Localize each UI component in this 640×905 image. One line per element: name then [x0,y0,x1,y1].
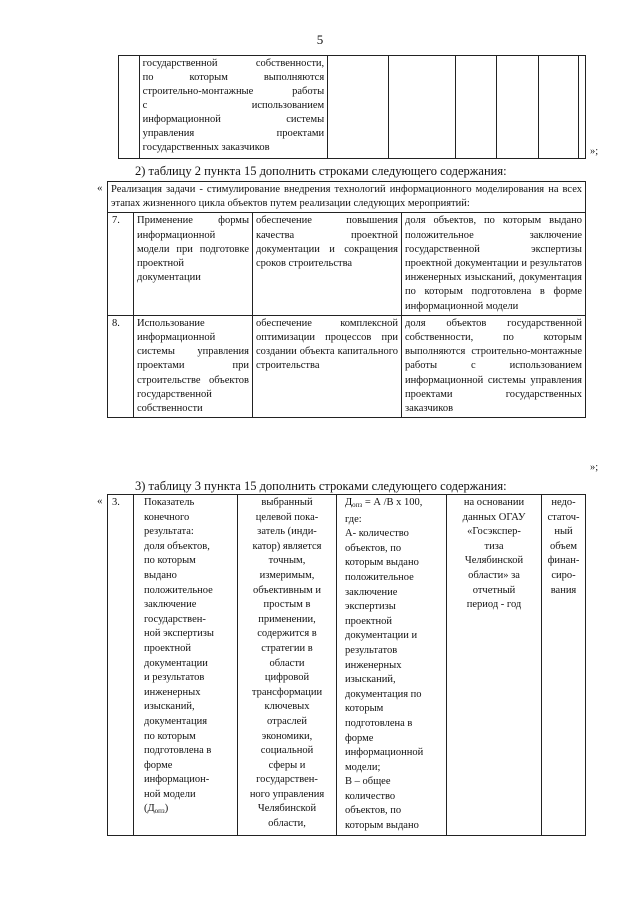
text-line: объективным и [252,584,322,596]
formula-explanation-lines [345,513,443,834]
text-line: документации [144,657,208,669]
text-line: форме [144,759,173,771]
text-line: ный [554,526,573,538]
text-line: Челябинской [464,555,524,567]
text-line: выдано [144,569,177,581]
risk-cell [542,495,586,836]
formula: $Д_{опз} = А$ /В х 100, [345,497,423,509]
text-line: Челябинской [257,803,317,815]
indicator-cell: доля объектов, по которым выдано положительное заключение государственной экспертизы проектной документации и результатов инженерных изысканий, документация по которым подготовлена в форме информационной модели [402,213,586,315]
table-3 [107,494,586,836]
text-line: Показатель [144,497,195,508]
object-description-lines [143,57,325,155]
text-line: которым выдано [345,820,419,832]
measure-cell: Использование информационной системы управления проектами при строительстве объектов государственной собственности [134,315,253,417]
text-line: «Госэкспер- [467,526,521,538]
text-line: которым [345,703,384,715]
text-line: по которым [144,555,196,567]
text-line: государствен- [144,613,206,625]
text-line: сферы и [268,759,306,771]
text-line: измеримым, [259,569,315,581]
text-line: информационной системы [142,114,325,125]
source-lines [450,496,538,613]
text-line: заключение [144,599,197,611]
text-line: инженерных [144,686,201,698]
text-line: документация по [345,688,422,700]
row-number: 8. [108,315,134,417]
text-line: статоч- [547,511,580,523]
text-line: которым выдано [345,557,419,569]
text-line: отчетный [472,584,516,596]
justification-cell [238,495,337,836]
text-line: форме [345,732,374,744]
text-line: проектной [345,615,392,627]
indicator-name-lines [144,496,234,802]
text-line: вания [550,584,577,596]
text-line: экономики, [261,730,313,742]
risk-lines [545,496,582,598]
text-line: изысканий, [144,701,195,713]
text-line: модели; [345,761,381,773]
text-line: применении, [258,613,316,625]
text-line: социальной [260,745,314,757]
text-line: точным, [268,555,306,567]
open-quote-3: « [97,495,103,507]
text-line: документации и [345,630,418,642]
text-line: положительное [144,584,213,596]
empty-cell [456,56,496,159]
text-line: конечного [144,511,190,523]
text-line: области [269,657,305,669]
goal-cell: обеспечение повышения качества проектной документации и сокращения сроков строительства [253,213,402,315]
text-line: результатов [345,644,398,656]
measure-cell: Применение формы информационной модели при подготовке проектной документации [134,213,253,315]
text-line: целевой пока- [255,511,319,523]
text-line: А- количество [345,528,409,540]
text-line: экспертизы [345,601,396,613]
close-quote-1: »; [590,146,599,157]
close-quote-2: »; [590,462,599,473]
text-line: изысканий, [345,674,396,686]
text-line: результата: [144,526,194,538]
text-line: ной модели [144,788,196,800]
text-line: государствен- [256,774,318,786]
open-quote-2: « [97,182,103,194]
text-line: финан- [547,555,580,567]
text-line: информационной [345,747,424,759]
text-line: по которым выполняются [142,72,325,83]
text-line: трансформации [251,686,323,698]
text-line: данных ОГАУ [462,511,526,523]
text-line: период - год [466,599,522,611]
text-line: содержится в [257,628,317,640]
text-line: недо- [551,497,576,508]
formula-cell [337,495,447,836]
text-line: объектов, по [345,805,402,817]
page-number: 5 [316,32,324,47]
text-line: ной экспертизы [144,628,214,640]
text-line: информацион- [144,774,210,786]
empty-cell [388,56,456,159]
text-line: с использованием [142,100,325,111]
text-line: подготовлена в [144,745,212,757]
text-line: стратегии в [261,642,313,654]
text-line: цифровой [264,672,310,684]
text-line: государственной собственности, [142,58,325,69]
empty-cell [328,56,389,159]
empty-cell [496,56,538,159]
text-line: заключение [345,586,398,598]
empty-cell [579,56,586,159]
text-line: объем [549,540,578,552]
row-number: 7. [108,213,134,315]
indicator-symbol: $(Д_{опз})$ [144,803,169,816]
goal-cell: обеспечение комплексной оптимизации процессов при создании объекта капитального строительства [253,315,402,417]
table-row [108,495,586,836]
text-line: и результатов [144,672,205,684]
table-2 [107,181,586,418]
text-line: сиро- [551,569,576,581]
heading-table-2: 2) таблицу 2 пункта 15 дополнить строками следующего содержания: [135,164,507,178]
text-line: проектной [144,642,191,654]
justification-lines [241,496,333,832]
text-line: строительно-монтажные работы [142,86,325,97]
text-line: положительное [345,571,414,583]
text-line: ного управления [249,788,325,800]
text-line: управления проектами [142,128,325,139]
source-cell [447,495,542,836]
text-line: простым в [263,599,311,611]
text-line: катор) является [252,540,322,552]
text-line: подготовлена в [345,717,413,729]
text-line: отраслей [267,715,307,727]
table-row [108,315,586,417]
empty-cell [119,56,140,159]
heading-table-3: 3) таблицу 3 пункта 15 дополнить строками следующего содержания: [135,479,507,493]
text-line: по которым [144,730,196,742]
text-line: ключевых [264,701,310,713]
text-line: затель (инди- [257,526,317,538]
text-line: инженерных [345,659,402,671]
indicator-name-cell [134,495,238,836]
text-line: тиза [484,540,504,552]
text-line: на основании [463,497,525,508]
text-line: объектов, по [345,542,402,554]
table-row [108,213,586,315]
row-number: 3. [108,495,134,836]
text-line: где: [345,513,362,525]
table-1-fragment [118,55,586,159]
text-line: доля объектов, [144,540,210,552]
indicator-cell: доля объектов государственной собственности, по которым выполняются строительно-монтажные работы с использованием информационной системы управления проектами государственных заказчиков [402,315,586,417]
text-line: документация [144,715,208,727]
task-row: Реализация задачи - стимулирование внедрения технологий информационного моделирования на всех этапах жизненного цикла объектов путем реализации следующих мероприятий: [108,182,586,213]
text-line: количество [345,790,396,802]
empty-cell [538,56,578,159]
text-line: государственных заказчиков [142,142,270,153]
text-line: области, [268,818,306,830]
object-description-cell [139,56,328,159]
text-line: области» за [468,569,520,581]
text-line: В – общее [345,776,391,788]
text-line: выбранный [261,497,313,508]
